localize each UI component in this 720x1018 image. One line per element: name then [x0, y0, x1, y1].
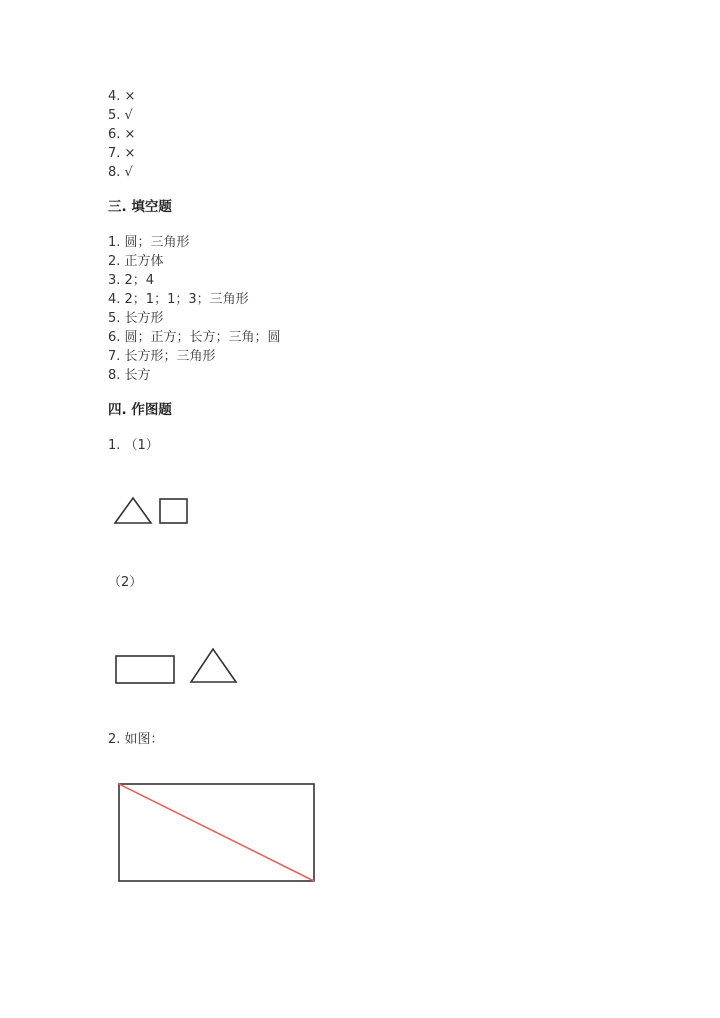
figure-rectangle-triangle: [112, 643, 242, 689]
answer-item: 3. 2；4: [108, 273, 155, 288]
section-title-drawing: 四. 作图题: [108, 402, 172, 418]
diagonal-line: [119, 784, 314, 881]
answer-item: 7. ×: [108, 146, 136, 161]
answer-item: 6. ×: [108, 127, 136, 142]
section-title-fill-in: 三. 填空题: [108, 199, 172, 215]
question-label-1-2: （2）: [108, 575, 143, 590]
answer-item: 6. 圆；正方；长方；三角；圆: [108, 330, 281, 345]
answer-item: 2. 正方体: [108, 254, 164, 269]
answer-item: 1. 圆；三角形: [108, 235, 190, 250]
question-label-2: 2. 如图：: [108, 732, 164, 747]
figure-rectangle-diagonal: [116, 781, 318, 885]
triangle-shape: [115, 498, 151, 523]
answer-item: 5. √: [108, 108, 133, 123]
rectangle-shape: [116, 656, 174, 683]
triangle-shape: [191, 649, 236, 682]
question-label-1-1: 1. （1）: [108, 438, 159, 453]
answer-item: 4. 2；1；1；3；三角形: [108, 292, 249, 307]
square-shape: [160, 499, 187, 523]
answer-item: 7. 长方形；三角形: [108, 349, 216, 364]
answer-item: 5. 长方形: [108, 311, 164, 326]
figure-triangle-square: [110, 494, 192, 528]
answer-item: 8. 长方: [108, 368, 151, 383]
answer-item: 4. ×: [108, 89, 136, 104]
answer-item: 8. √: [108, 165, 133, 180]
